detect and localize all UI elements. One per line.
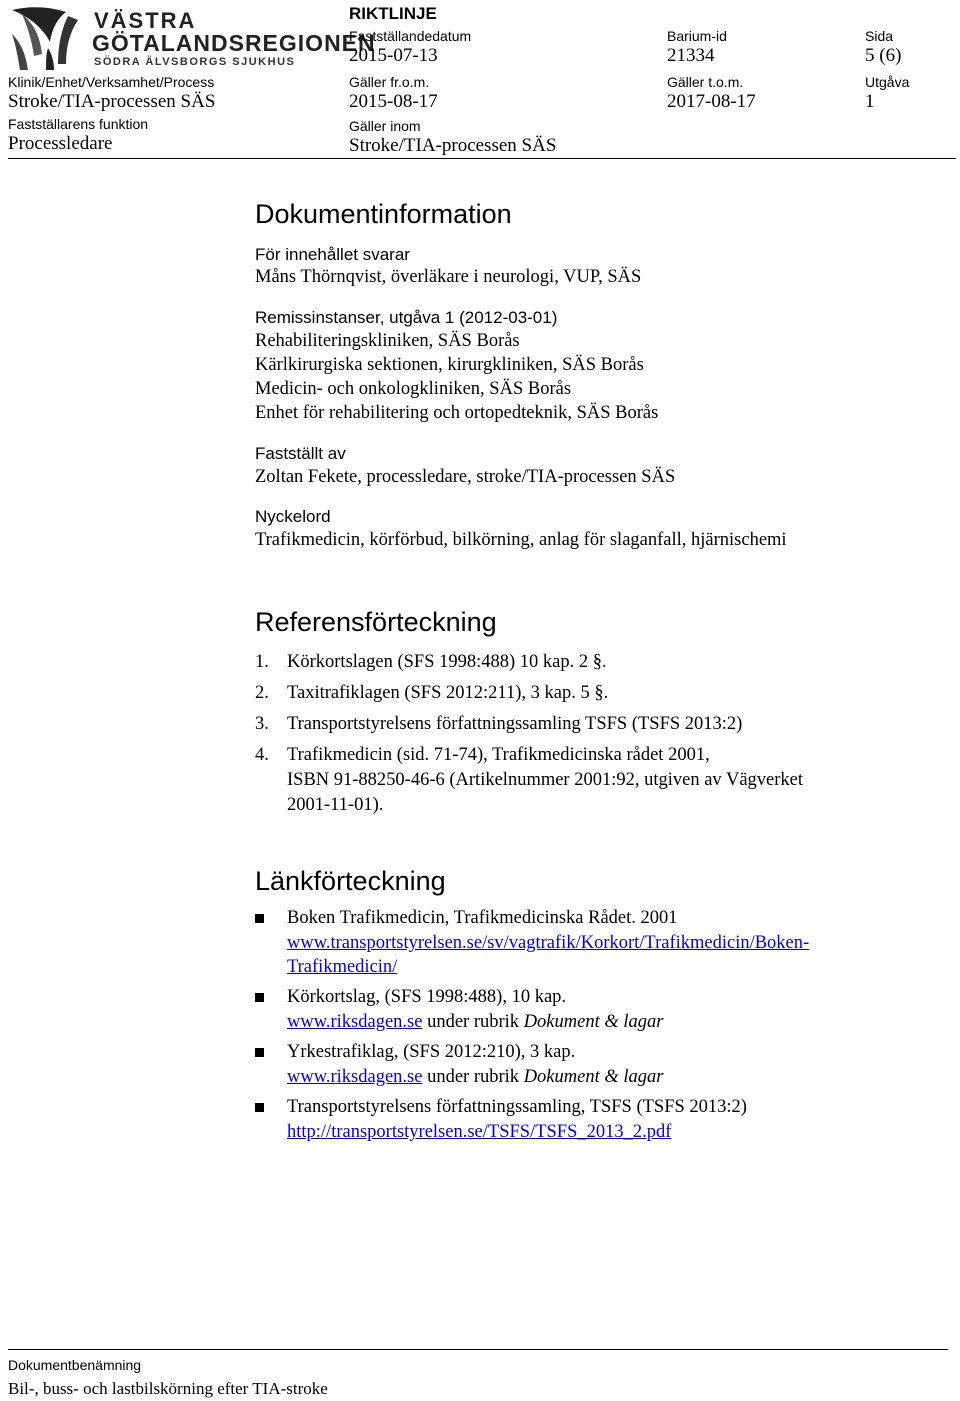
reference-item (255, 683, 608, 704)
link-item-title: Yrkestrafiklag, (SFS 2012:210), 3 kap. (287, 1042, 576, 1062)
logo-line3: SÖDRA ÄLVSBORGS SJUKHUS (94, 56, 296, 68)
klinik-value: Stroke/TIA-processen SÄS (8, 91, 216, 112)
reference-text: Trafikmedicin (sid. 71-74), Trafikmedicinska rådet 2001, (287, 745, 710, 765)
reference-text: Taxitrafiklagen (SFS 2012:211), 3 kap. 5 §. (287, 683, 609, 703)
utgava-value: 1 (865, 91, 875, 112)
link-item-line (287, 1067, 663, 1088)
utgava-label: Utgåva (865, 74, 910, 90)
faststallt-value: Zoltan Fekete, processledare, stroke/TIA-processen SÄS (255, 467, 676, 487)
link-item-title: Transportstyrelsens författningssamling, TSFS (TSFS 2013:2) (287, 1097, 747, 1117)
referenser-heading: Referensförteckning (255, 607, 497, 637)
lankar-heading: Länkförteckning (255, 866, 446, 896)
klinik-label: Klinik/Enhet/Verksamhet/Process (8, 74, 215, 90)
reference-number: 1. (255, 652, 269, 672)
logo-line1: VÄSTRA (94, 8, 197, 33)
link-item-line (287, 1012, 663, 1033)
footer-divider (8, 1349, 948, 1350)
header-divider (8, 158, 956, 159)
logo-line2: GÖTALANDSREGIONEN (92, 30, 376, 56)
link-suffix: under rubrik (422, 1012, 524, 1032)
faststallandedatum-value: 2015-07-13 (349, 45, 438, 66)
bullet-icon (255, 914, 264, 923)
reference-number: 2. (255, 683, 269, 703)
remiss-item: Enhet för rehabilitering och ortopedteknik, SÄS Borås (255, 403, 659, 423)
bullet-icon (255, 1048, 264, 1057)
remiss-label: Remissinstanser, utgåva 1 (2012-03-01) (255, 308, 558, 327)
ansvar-label: För innehållet svarar (255, 245, 410, 264)
sida-label: Sida (865, 28, 894, 44)
bullet-icon (255, 1103, 264, 1112)
vgr-logo (8, 4, 376, 72)
link-riksdagen[interactable]: www.riksdagen.se (287, 1012, 423, 1032)
link-tsfs-pdf[interactable]: http://transportstyrelsen.se/TSFS/TSFS_2013_2.pdf (287, 1122, 672, 1142)
remiss-item: Kärlkirurgiska sektionen, kirurgkliniken, SÄS Borås (255, 355, 644, 375)
link-suffix-italic: Dokument & lagar (523, 1012, 664, 1032)
link-item-title: Körkortslag, (SFS 1998:488), 10 kap. (287, 987, 567, 1007)
dokumentinformation-heading: Dokumentinformation (255, 199, 512, 229)
footer-label: Dokumentbenämning (8, 1357, 142, 1373)
link-suffix-italic: Dokument & lagar (523, 1067, 664, 1087)
bullet-icon (255, 993, 264, 1002)
footer-value: Bil-, buss- och lastbilskörning efter TIA-stroke (8, 1379, 328, 1398)
galler-from-value: 2015-08-17 (349, 91, 438, 112)
vgr-logo-mark-icon (8, 4, 88, 72)
barium-label: Barium-id (667, 28, 727, 44)
reference-text: Körkortslagen (SFS 1998:488) 10 kap. 2 §. (287, 652, 607, 672)
galler-inom-value: Stroke/TIA-processen SÄS (349, 135, 557, 156)
galler-inom-label: Gäller inom (349, 118, 421, 134)
reference-text: Transportstyrelsens författningssamling TSFS (TSFS 2013:2) (287, 714, 743, 734)
reference-number: 4. (255, 745, 269, 765)
reference-text-continued: 2001-11-01). (287, 795, 384, 815)
galler-to-value: 2017-08-17 (667, 91, 756, 112)
faststallt-label: Fastställt av (255, 444, 346, 463)
link-transportstyrelsen-boken-cont[interactable]: Trafikmedicin/ (287, 957, 398, 977)
ansvar-value: Måns Thörnqvist, överläkare i neurologi, VUP, SÄS (255, 267, 642, 287)
funktion-value: Processledare (8, 133, 113, 154)
faststallandedatum-label: Fastställandedatum (349, 28, 472, 44)
remiss-item: Rehabiliteringskliniken, SÄS Borås (255, 331, 520, 351)
reference-text-continued: ISBN 91-88250-46-6 (Artikelnummer 2001:92, utgiven av Vägverket (287, 770, 804, 790)
reference-item (255, 652, 607, 673)
nyckelord-value: Trafikmedicin, körförbud, bilkörning, anlag för slaganfall, hjärnischemi (255, 530, 787, 550)
link-transportstyrelsen-boken[interactable]: www.transportstyrelsen.se/sv/vagtrafik/Korkort/Trafikmedicin/Boken- (287, 933, 810, 953)
galler-from-label: Gäller fr.o.m. (349, 74, 430, 90)
link-riksdagen[interactable]: www.riksdagen.se (287, 1067, 423, 1087)
link-suffix: under rubrik (422, 1067, 524, 1087)
reference-number: 3. (255, 714, 269, 734)
link-item-title: Boken Trafikmedicin, Trafikmedicinska Rådet. 2001 (287, 908, 678, 928)
reference-item (255, 714, 742, 735)
reference-item (255, 745, 710, 766)
nyckelord-label: Nyckelord (255, 507, 331, 526)
galler-to-label: Gäller t.o.m. (667, 74, 744, 90)
remiss-item: Medicin- och onkologkliniken, SÄS Borås (255, 379, 572, 399)
sida-value: 5 (6) (865, 45, 902, 66)
funktion-label: Fastställarens funktion (8, 116, 149, 132)
barium-value: 21334 (667, 45, 715, 66)
doc-type: RIKTLINJE (349, 4, 437, 23)
